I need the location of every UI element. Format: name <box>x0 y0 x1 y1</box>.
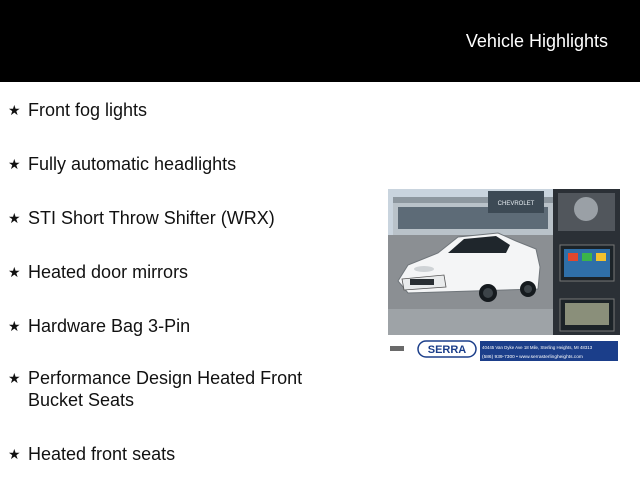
page-title: Vehicle Highlights <box>465 31 608 51</box>
highlight-label: Fully automatic headlights <box>28 154 237 174</box>
highlight-label: Hardware Bag 3-Pin <box>28 316 191 336</box>
star-icon: ★ <box>8 156 21 172</box>
dealer-name: SERRA <box>427 344 467 356</box>
header-bar <box>0 0 640 82</box>
star-icon: ★ <box>8 318 21 334</box>
list-item <box>8 207 328 229</box>
list-item <box>8 443 328 465</box>
highlight-label: Heated front seats <box>28 444 176 464</box>
star-icon: ★ <box>8 370 21 386</box>
highlight-label: Performance Design Heated Front Bucket Seats <box>28 368 303 410</box>
dealer-sign: CHEVROLET <box>497 201 535 207</box>
star-icon: ★ <box>8 210 21 226</box>
star-icon: ★ <box>8 102 21 118</box>
highlight-label: Front fog lights <box>28 100 148 120</box>
star-icon: ★ <box>8 446 21 462</box>
list-item <box>8 99 328 121</box>
chevrolet-logo-icon <box>390 346 404 351</box>
star-icon: ★ <box>8 264 21 280</box>
list-item <box>8 261 328 283</box>
list-item <box>8 315 328 337</box>
vehicle-photo <box>388 189 620 363</box>
dealer-address: 40445 Van Dyke Ave 18 Mile, Sterling Heights, MI 48313 <box>482 345 593 350</box>
highlight-label: Heated door mirrors <box>28 262 189 282</box>
dealer-contact: (586) 939-7300 • www.serrasterlingheights.com <box>482 355 583 360</box>
list-item <box>8 153 328 175</box>
list-item <box>8 367 328 411</box>
highlight-label: STI Short Throw Shifter (WRX) <box>28 208 275 228</box>
